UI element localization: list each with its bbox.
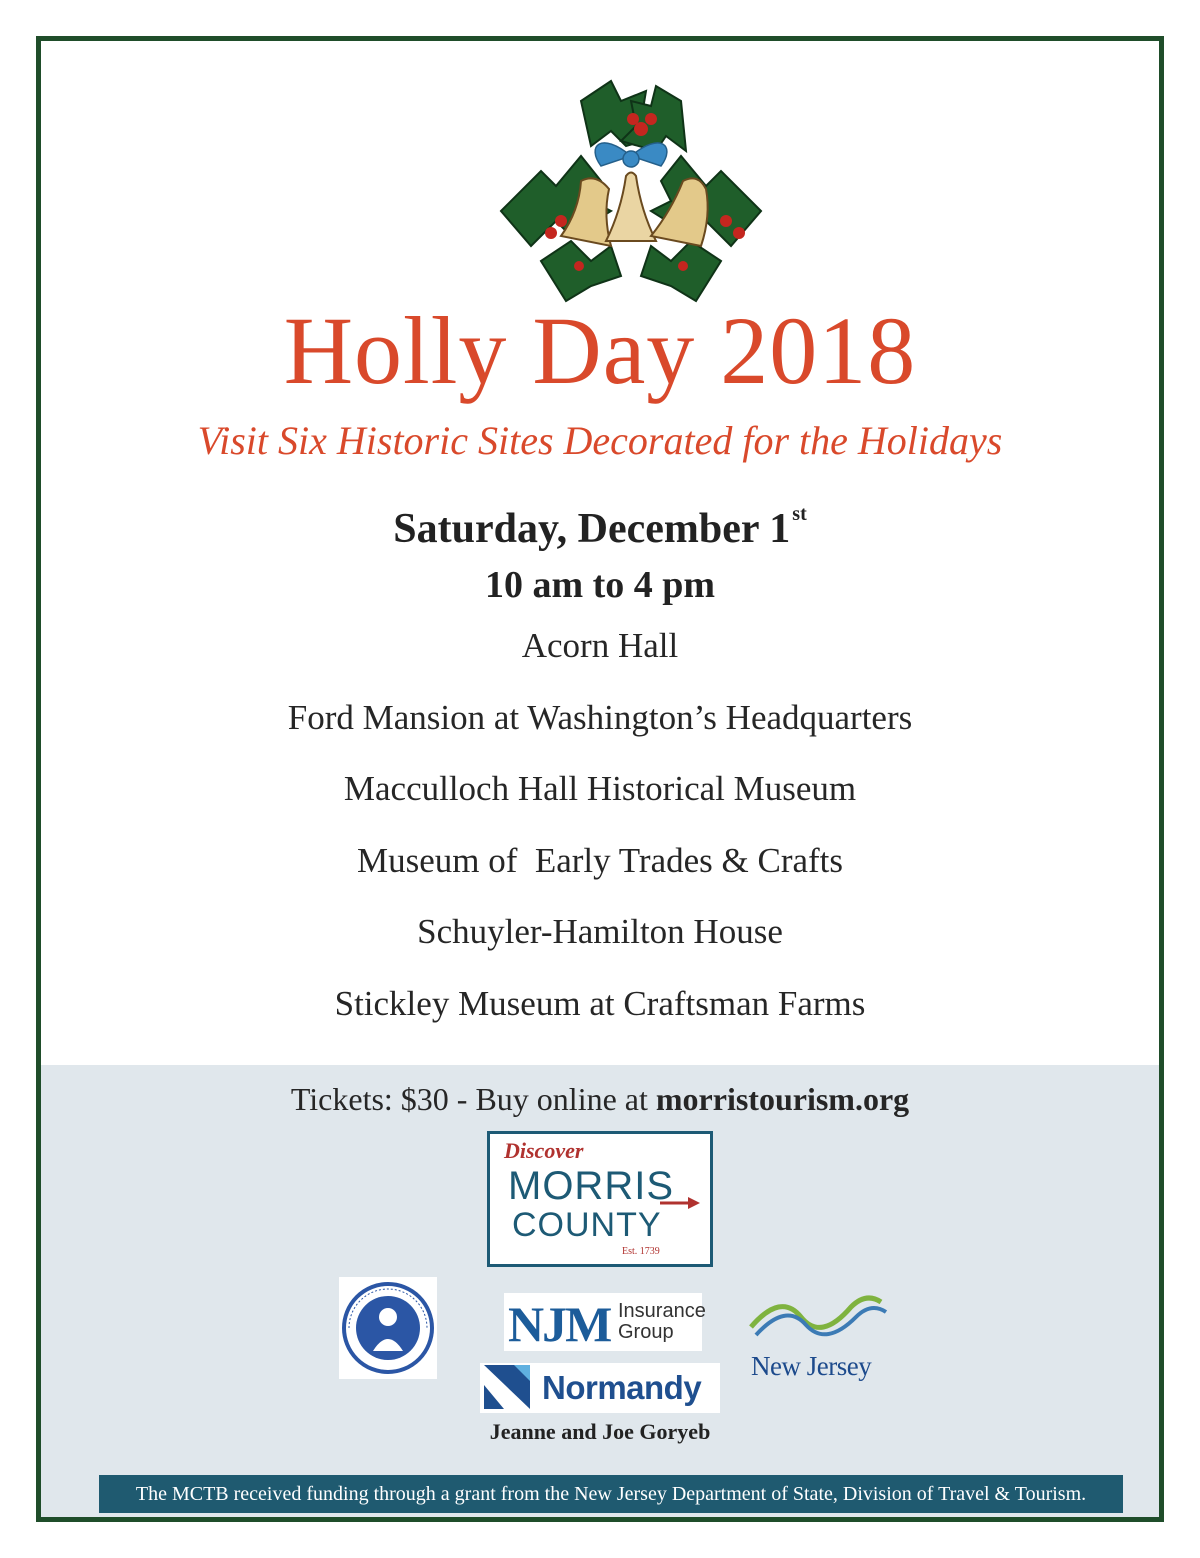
site-item: Macculloch Hall Historical Museum: [343, 769, 857, 808]
new-jersey-wave-icon: [741, 1287, 891, 1347]
site-item: Stickley Museum at Craftsman Farms: [334, 983, 866, 1023]
normandy-logo-mark-icon: [484, 1365, 534, 1411]
event-date-main: Saturday, December 1: [393, 506, 791, 552]
new-jersey-logo: [741, 1287, 891, 1387]
site-item: Acorn Hall: [521, 626, 679, 665]
njm-line2: Group: [618, 1321, 674, 1343]
normandy-logo: [480, 1363, 720, 1413]
tickets-prefix: Tickets: $30 - Buy online at: [290, 1081, 656, 1117]
njm-insurance-text: [618, 1301, 706, 1343]
tickets-url-link[interactable]: morristourism.org: [655, 1081, 910, 1117]
njm-insurance-logo: [504, 1293, 706, 1352]
morris-est: Est. 1739: [622, 1246, 660, 1257]
event-date-suffix: st: [792, 503, 807, 525]
site-item: Schuyler-Hamilton House: [417, 912, 783, 951]
njm-line1: Insurance: [618, 1300, 706, 1322]
event-title: Holly Day 2018: [283, 297, 917, 404]
morris-line1: MORRIS: [508, 1164, 674, 1208]
event-date: [41, 503, 1159, 553]
individual-sponsors: Jeanne and Joe Goryeb: [489, 1419, 711, 1444]
site-list: [41, 625, 1159, 1054]
morris-arrow-icon: [660, 1196, 700, 1210]
discover-morris-county-logo: [487, 1131, 713, 1267]
new-jersey-label: New Jersey: [751, 1351, 872, 1381]
site-item: Ford Mansion at Washington’s Headquarters: [287, 697, 913, 737]
normandy-word: Normandy: [542, 1369, 702, 1406]
morris-discover-text: Discover: [504, 1138, 584, 1163]
site-item: Museum of Early Trades & Crafts: [356, 840, 844, 880]
washington-association-seal-icon: [339, 1277, 437, 1379]
grant-notice-bar: The MCTB received funding through a grant from the New Jersey Department of State, Division of Travel & Tourism.: [99, 1475, 1123, 1513]
flyer-frame: [36, 36, 1164, 1522]
njm-letters: NJM: [508, 1296, 611, 1352]
tickets-line: [41, 1081, 1159, 1118]
holly-bells-ornament-icon: [461, 61, 801, 311]
sponsor-panel: [41, 1065, 1159, 1517]
event-subtitle: Visit Six Historic Sites Decorated for the Holidays: [197, 418, 1003, 463]
event-time: 10 am to 4 pm: [484, 564, 716, 606]
morris-line2: COUNTY: [512, 1206, 662, 1244]
